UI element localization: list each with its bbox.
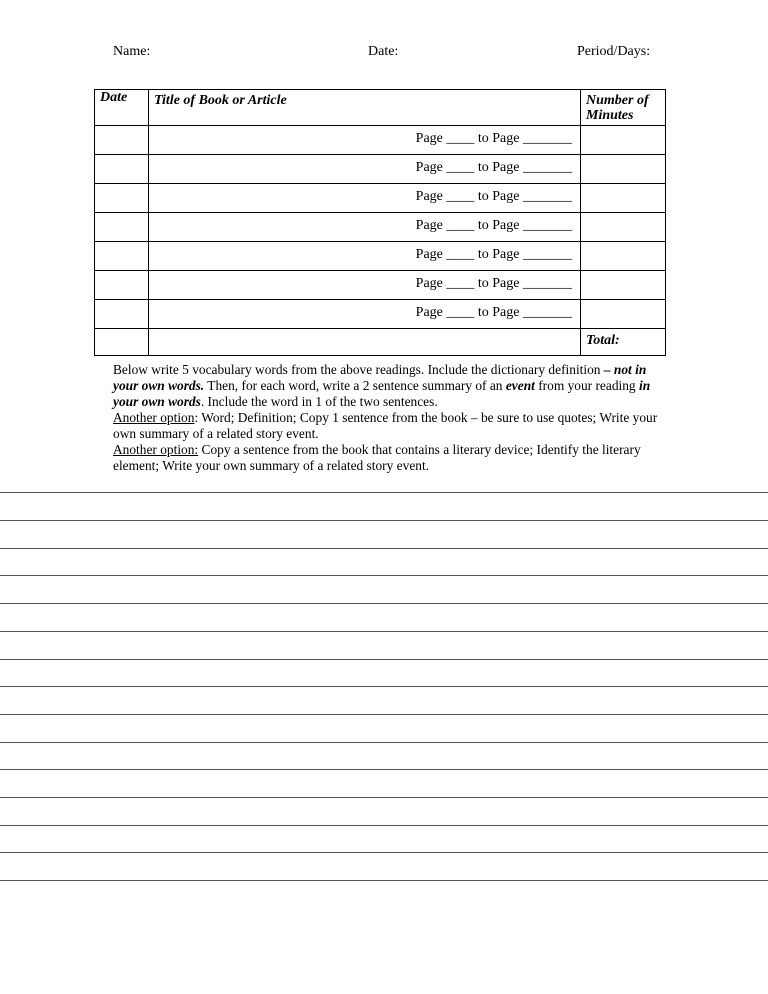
date-label: Date: [368,44,399,59]
instructions-emphasis: event [505,378,535,393]
page-range-cell[interactable]: Page ____ to Page _______ [149,271,581,300]
title-header-text: Title of Book or Article [154,93,287,108]
table-row [95,155,666,184]
writing-line[interactable] [0,769,768,770]
date-cell[interactable] [95,155,149,184]
writing-line[interactable] [0,603,768,604]
writing-line[interactable] [0,575,768,576]
page-range-cell[interactable]: Page ____ to Page _______ [149,242,581,271]
table-row [95,300,666,329]
table-row [95,271,666,300]
writing-line[interactable] [0,742,768,743]
minutes-cell[interactable] [581,300,666,329]
total-row [95,329,666,356]
option-two-text: Copy a sentence from the book that contains a literary device; Identify the literary element; Write your own summary of a related story event. [113,442,641,473]
instructions-paragraph [113,362,673,410]
writing-line[interactable] [0,548,768,549]
minutes-cell[interactable] [581,155,666,184]
instructions-text: from your reading [534,378,639,393]
date-cell[interactable] [95,184,149,213]
date-cell[interactable] [95,271,149,300]
table-row [95,126,666,155]
date-cell [95,329,149,356]
page-range-cell[interactable]: Page ____ to Page _______ [149,184,581,213]
option-one-label: Another option [113,410,195,425]
writing-line[interactable] [0,797,768,798]
minutes-cell[interactable] [581,184,666,213]
date-cell[interactable] [95,242,149,271]
table-header-row [95,90,666,126]
title-column-header [149,90,581,126]
writing-line[interactable] [0,714,768,715]
page-range-cell[interactable]: Page ____ to Page _______ [149,213,581,242]
page-range-cell[interactable]: Page ____ to Page _______ [149,155,581,184]
name-label: Name: [113,44,151,59]
minutes-header-text [581,90,665,123]
minutes-header-line1: Number of [586,93,649,108]
instructions [113,362,673,474]
table-row [95,242,666,271]
writing-line[interactable] [0,852,768,853]
period-days-label: Period/Days: [577,44,651,59]
table-row [95,184,666,213]
writing-line[interactable] [0,659,768,660]
page-range-cell[interactable]: Page ____ to Page _______ [149,126,581,155]
writing-line[interactable] [0,880,768,881]
reading-log-table [94,89,666,356]
date-cell[interactable] [95,213,149,242]
writing-line[interactable] [0,631,768,632]
form-header [0,44,768,66]
option-one-text: : Word; Definition; Copy 1 sentence from the book – be sure to use quotes; Write your own summary of a related story event. [113,410,658,441]
minutes-column-header [581,90,666,126]
minutes-cell[interactable] [581,271,666,300]
date-cell[interactable] [95,126,149,155]
writing-line[interactable] [0,825,768,826]
title-cell [149,329,581,356]
instructions-text: Below write 5 vocabulary words from the above readings. Include the dictionary definition [113,362,604,377]
option-two-label: Another option: [113,442,199,457]
date-column-header [95,90,149,126]
writing-line[interactable] [0,492,768,493]
writing-line[interactable] [0,686,768,687]
minutes-cell[interactable] [581,242,666,271]
writing-line[interactable] [0,520,768,521]
date-cell[interactable] [95,300,149,329]
minutes-header-line2: Minutes [586,108,634,123]
minutes-cell[interactable] [581,213,666,242]
minutes-cell[interactable] [581,126,666,155]
table-row [95,213,666,242]
total-label[interactable]: Total: [581,329,666,356]
instructions-text: Then, for each word, write a 2 sentence summary of an [204,378,506,393]
option-two-paragraph [113,442,673,474]
instructions-emphasis: in your own words [113,378,651,409]
date-header-text: Date [100,90,128,105]
page-range-cell[interactable]: Page ____ to Page _______ [149,300,581,329]
option-one-paragraph [113,410,673,442]
instructions-emphasis: – not in your own words. [113,362,647,393]
instructions-text: . Include the word in 1 of the two sentences. [200,394,438,409]
